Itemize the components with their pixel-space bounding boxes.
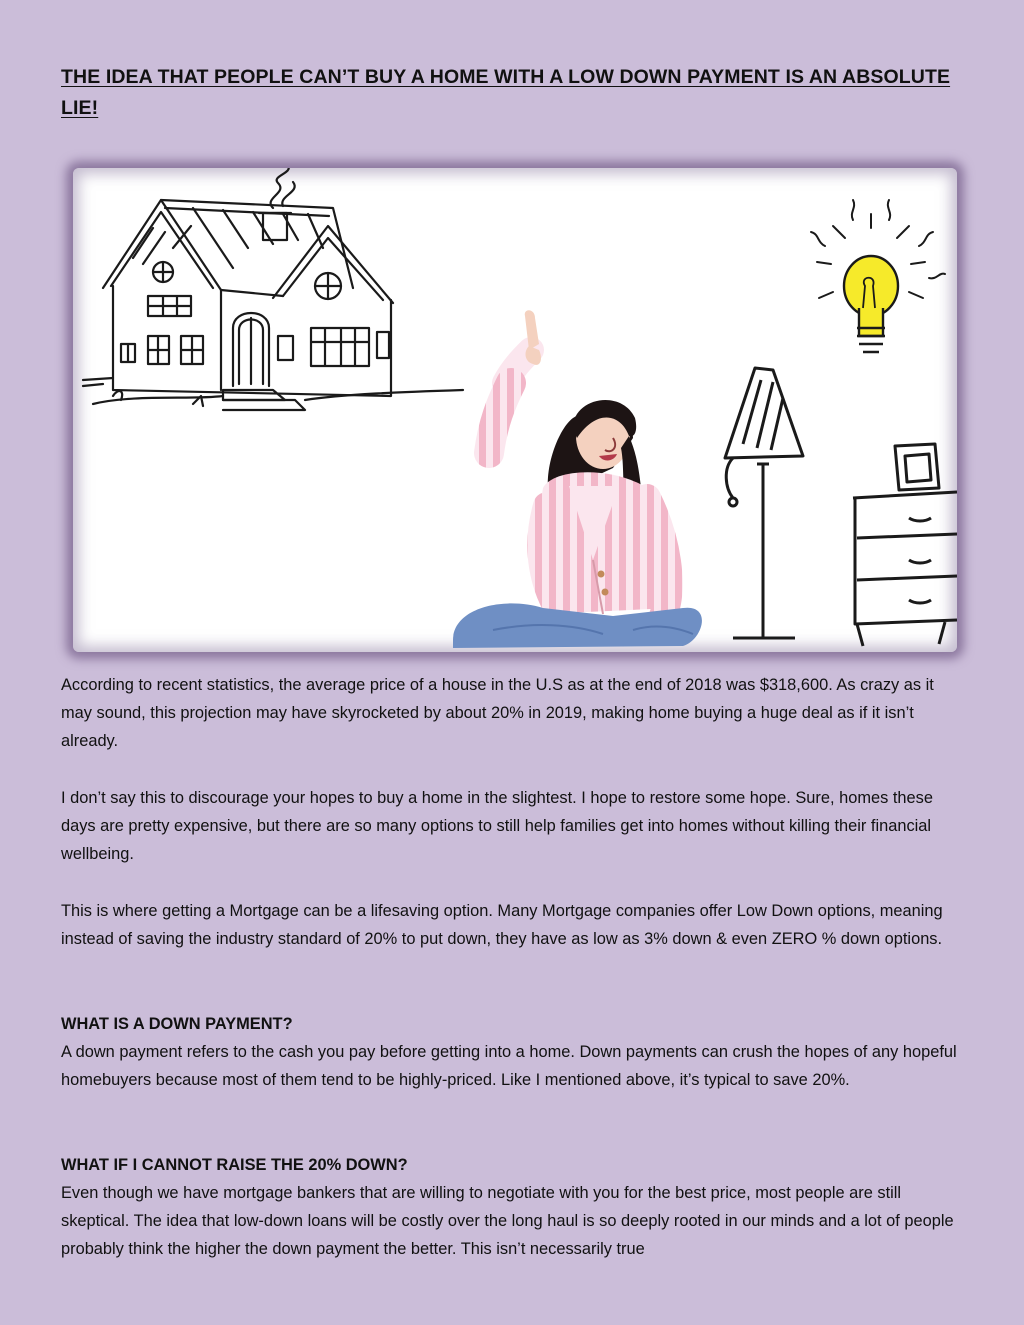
paragraph-mortgage: This is where getting a Mortgage can be a lifesaving option. Many Mortgage companies offer Low Down options, meaning instead of saving the industry standard of 20% to put down, they have as low as 3% down & even ZERO % down options.: [61, 902, 943, 949]
drawer-cabinet-icon: [853, 444, 957, 646]
paragraph-down-payment: A down payment refers to the cash you pay before getting into a home. Down payments can crush the hopes of any hopeful homebuyers because most of them tend to be highly-priced. Like I mentioned above, it’s typical to save 20%.: [61, 1043, 957, 1090]
paragraph-hope: I don’t say this to discourage your hopes to buy a home in the slightest. I hope to restore some hope. Sure, homes these days are pretty expensive, but there are so many options to still help families get into homes without killing their financial wellbeing.: [61, 789, 933, 864]
woman-figure: [453, 310, 702, 648]
floor-lamp-icon: [725, 368, 803, 638]
heading-cannot-raise: WHAT IF I CANNOT RAISE THE 20% DOWN?: [61, 1156, 408, 1174]
paragraph-cannot-raise: Even though we have mortgage bankers that are willing to negotiate with you for the best price, most people are still skeptical. The idea that low-down loans will be costly over the long haul is so deeply rooted in our minds and a lot of people probably think the higher the down payment the better. This isn’t necessarily true: [61, 1184, 954, 1259]
heading-down-payment: WHAT IS A DOWN PAYMENT?: [61, 1015, 293, 1033]
lightbulb-icon: [811, 200, 945, 352]
paragraph-intro: According to recent statistics, the average price of a house in the U.S as at the end of 2018 was $318,600. As crazy as it may sound, this projection may have skyrocketed by about 20% in 2019, making home buying a huge deal as if it isn’t already.: [61, 676, 934, 751]
page-title: THE IDEA THAT PEOPLE CAN’T BUY A HOME WITH A LOW DOWN PAYMENT IS AN ABSOLUTE LIE!: [61, 66, 951, 119]
house-sketch-icon: [83, 168, 463, 410]
hero-image: [73, 168, 957, 652]
